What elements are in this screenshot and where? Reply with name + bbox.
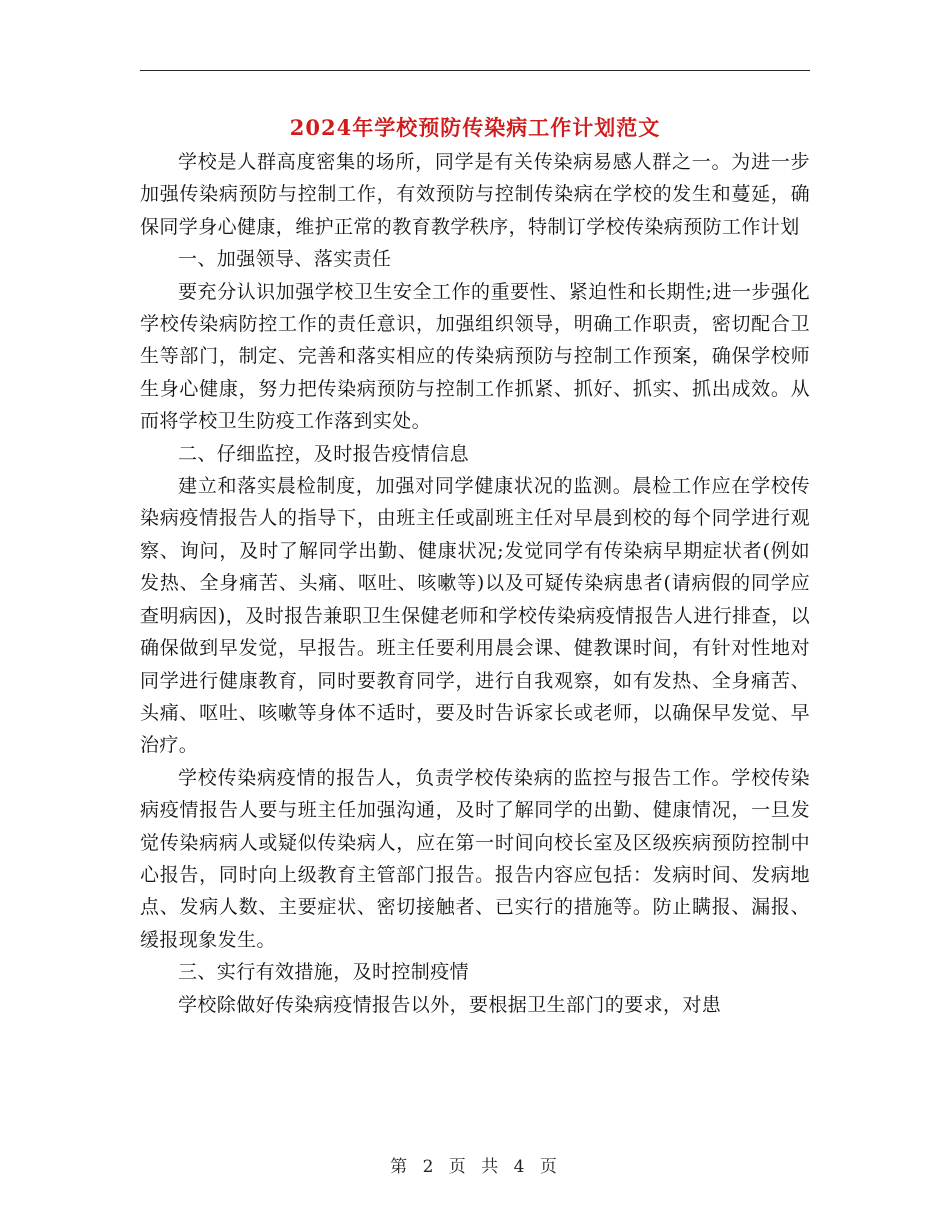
section-heading-3: 三、实行有效措施，及时控制疫情 (178, 961, 470, 984)
paragraph-reporter: 学校传染病疫情的报告人，负责学校传染病的监控与报告工作。学校传染病疫情报告人要与班主任加强沟通，及时了解同学的出勤、健康情况，一旦发觉传染病病人或疑似传染病人，应在第一时间向校长室及区级疾病预防控制中心报告，同时向上级教育主管部门报告。报告内容应包括：发病时间、发病地点、发病人数、主要症状、密切接触者、已实行的措施等。防止瞒报、漏报、缓报现象发生。 (140, 766, 810, 951)
paragraph-measures: 学校除做好传染病疫情报告以外，要根据卫生部门的要求，对患 (178, 993, 722, 1016)
paragraph-morning-check: 建立和落实晨检制度，加强对同学健康状况的监测。晨检工作应在学校传染病疫情报告人的指导下，由班主任或副班主任对早晨到校的每个同学进行观察、询问，及时了解同学出勤、健康状况;发觉同学有传染病早期症状者(例如发热、全身痛苦、头痛、呕吐、咳嗽等)以及可疑传染病患者(请病假的同学应查明病因)，及时报告兼职卫生保健老师和学校传染病疫情报告人进行排查，以确保做到早发觉，早报告。班主任要利用晨会课、健教课时间，有针对性地对同学进行健康教育，同时要教育同学，进行自我观察，如有发热、全身痛苦、头痛、呕吐、咳嗽等身体不适时，要及时告诉家长或老师，以确保早发觉、早治疗。 (140, 475, 810, 757)
document-body (140, 146, 810, 1021)
header-rule (140, 70, 810, 71)
paragraph-intro: 学校是人群高度密集的场所，同学是有关传染病易感人群之一。为进一步加强传染病预防与控制工作，有效预防与控制传染病在学校的发生和蔓延，确保同学身心健康，维护正常的教育教学秩序，特制订学校传染病预防工作计划 (140, 151, 810, 238)
document-title: 2024年学校预防传染病工作计划范文 (289, 115, 661, 140)
section-heading-2: 二、仔细监控，及时报告疫情信息 (178, 442, 470, 465)
paragraph-section-1: 要充分认识加强学校卫生安全工作的重要性、紧迫性和长期性;进一步强化学校传染病防控工作的责任意识，加强组织领导，明确工作职责，密切配合卫生等部门，制定、完善和落实相应的传染病预防与控制工作预案，确保学校师生身心健康，努力把传染病预防与控制工作抓紧、抓好、抓实、抓出成效。从而将学校卫生防疫工作落到实处。 (140, 280, 810, 433)
section-heading-1: 一、加强领导、落实责任 (178, 248, 392, 271)
page-number-footer: 第 2 页 共 4 页 (390, 1157, 560, 1177)
